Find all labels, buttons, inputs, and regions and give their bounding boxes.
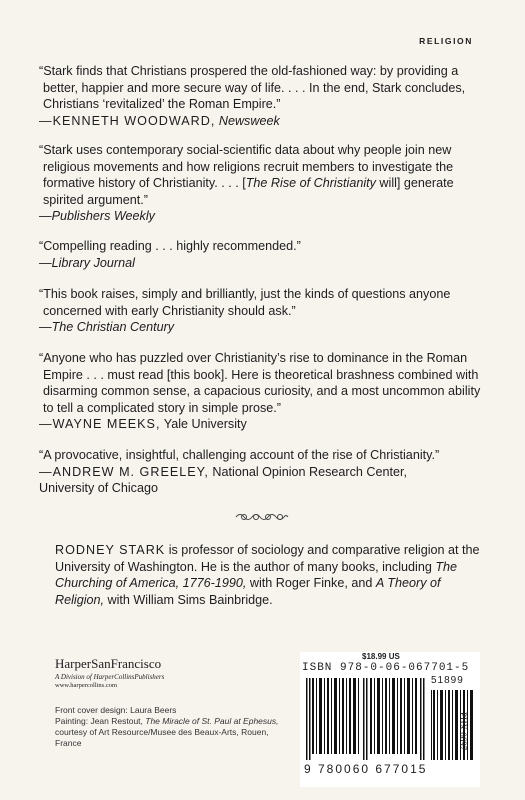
- quote-attribution: [39, 113, 485, 130]
- quote-text: “Compelling reading . . . highly recommended.”: [39, 239, 301, 253]
- quote-yale: [39, 350, 485, 433]
- quote-text: “Stark finds that Christians prospered the old-fashioned way: by providing a better, happier and more secure way of life. . . . In the end, Stark concludes, Christians ‘revitalized’ the Roman Empire.”: [39, 64, 466, 111]
- barcode-block: [300, 652, 480, 787]
- attr-source: —Library Journal: [39, 255, 135, 270]
- ean-barcode: [306, 678, 426, 760]
- attr-source: Yale University: [163, 417, 247, 431]
- supplement-number: 51899: [431, 675, 464, 686]
- attr-name: —ANDREW M. GREELEY,: [39, 464, 209, 479]
- quote-text: “Stark uses contemporary social-scientific data about why people join new religious movements and how religions recruit members to investigate the formative history of Christianity. . . . [The Rise of Christianity will] generate spirited argument.”: [39, 143, 454, 207]
- quote-newsweek: [39, 63, 485, 129]
- quote-publishers-weekly: [39, 142, 485, 225]
- barcode-number: 9 780060 677015: [304, 762, 428, 776]
- attr-source: —Publishers Weekly: [39, 209, 155, 223]
- quote-library-journal: [39, 238, 485, 271]
- cover-credits: [55, 705, 295, 749]
- isbn-label: ISBN 978-0-06-067701-5: [302, 662, 470, 674]
- attr-name: —KENNETH WOODWARD,: [39, 113, 216, 128]
- ornament-divider: [234, 510, 290, 524]
- quote-christian-century: [39, 286, 485, 336]
- quote-attribution: [39, 416, 485, 433]
- attr-name: —WAYNE MEEKS,: [39, 417, 161, 431]
- quote-attribution: [39, 464, 485, 481]
- quote-text: “A provocative, insightful, challenging account of the rise of Christianity.”: [39, 448, 440, 462]
- publisher-name: HarperSanFrancisco: [55, 656, 162, 671]
- quote-greeley: [39, 447, 485, 497]
- quote-attribution: [39, 319, 485, 336]
- price-label: $18.99 US: [362, 652, 400, 661]
- publisher-url: www.harpercollins.com: [55, 682, 118, 689]
- side-code: PHX 0697: [458, 712, 468, 751]
- painting-credit: Painting: Jean Restout, The Miracle of St. Paul at Ephesus, courtesy of Art Resource/Musee des Beaux-Arts, Rouen, France: [55, 716, 279, 748]
- design-credit: Front cover design: Laura Beers: [55, 705, 177, 715]
- quote-text: “Anyone who has puzzled over Christianity’s rise to dominance in the Roman Empire . . . must read [this book]. Here is theoretical brashness combined with disarming common sense, a capacious curiosity, and a most uncommon ability to tell a complicated story in simple prose.”: [39, 351, 481, 415]
- attr-source: National Opinion Research Center,: [212, 464, 408, 479]
- publisher-division: A Division of HarperCollinsPublishers: [55, 673, 165, 681]
- quote-attribution-line2: University of Chicago: [39, 481, 158, 495]
- attr-source: —The Christian Century: [39, 320, 175, 334]
- price-supplement-barcode: [431, 678, 475, 760]
- quote-attribution: [39, 208, 485, 225]
- category-label: RELIGION: [419, 36, 473, 46]
- attr-source: Newsweek: [218, 113, 280, 128]
- quote-attribution: [39, 255, 485, 272]
- author-bio: RODNEY STARK is professor of sociology and comparative religion at the University of Washington. He is the author of many books, including The Churching of America, 1776-1990, with Roger Finke, and A Theory of Religion, with William Sims Bainbridge.: [55, 543, 480, 607]
- publisher-block: [55, 656, 164, 689]
- author-name: RODNEY STARK: [55, 543, 166, 557]
- quote-text: “This book raises, simply and brilliantly, just the kinds of questions anyone concerned with early Christianity should ask.”: [39, 287, 451, 318]
